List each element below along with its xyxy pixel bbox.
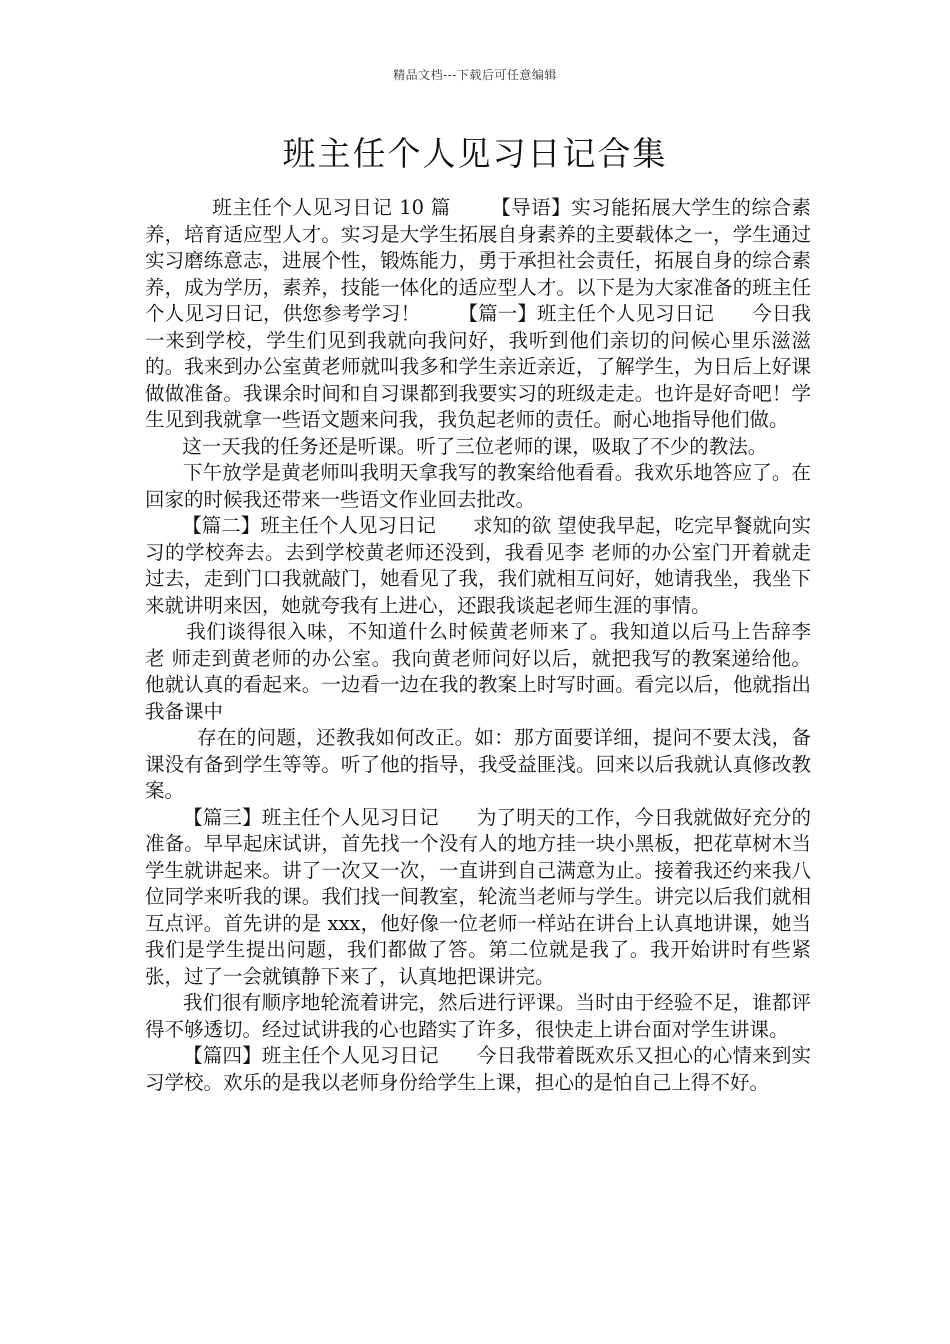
paragraph: 下午放学是黄老师叫我明天拿我写的教案给他看看。我欢乐地答应了。在回家的时候我还带来一些语文作业回去批改。 [145, 461, 811, 511]
document-body [145, 195, 818, 1096]
paragraph-part-three: 【篇三】班主任个人见习日记 为了明天的工作，今日我就做好充分的准备。早早起床试讲，首先找一个没有人的地方挂一块小黑板，把花草树木当学生就讲起来。讲了一次又一次，一直讲到自己满意为止。接着我还约来我八位同学来听我的课。我们找一间教室，轮流当老师与学生。讲完以后我们就相互点评。首先讲的是 xxx，他好像一位老师一样站在讲台上认真地讲课，她当我们是学生提出问题，我们都做了答。第二位就是我了。我开始讲时有些紧张，过了一会就镇静下来了，认真地把课讲完。 [145, 805, 811, 988]
header-note: 精品文档---下载后可任意编辑 [393, 68, 557, 82]
paragraph: 存在的问题，还教我如何改正。如：那方面要详细，提问不要太浅，备课没有备到学生等等。听了他的指导，我受益匪浅。回来以后我就认真修改教案。 [145, 726, 811, 802]
paragraph: 我们谈得很入味，不知道什么时候黄老师来了。我知道以后马上告辞李 老 师走到黄老师的办公室。我向黄老师问好以后，就把我写的教案递给他。他就认真的看起来。一边看一边在我的教案上时写时画。看完以后，他就指出我备课中 [145, 620, 818, 723]
paragraph-part-two: 【篇二】班主任个人见习日记 求知的欲 望使我早起，吃完早餐就向实习的学校奔去。去到学校黄老师还没到，我看见李 老师的办公室门开着就走过去，走到门口我就敲门，她看见了我，我们就相互问好，她请我坐，我坐下来就讲明来因，她就夸我有上进心，还跟我谈起老师生涯的事情。 [145, 514, 811, 617]
paragraph: 这一天我的任务还是听课。听了三位老师的课，吸取了不少的教法。 [145, 434, 768, 458]
paragraph-part-four: 【篇四】班主任个人见习日记 今日我带着既欢乐又担心的心情来到实习学校。欢乐的是我以老师身份给学生上课，担心的是怕自己上得不好。 [145, 1044, 811, 1094]
paragraph-intro-and-part-one: 班主任个人见习日记 10 篇 【导语】实习能拓展大学生的综合素养，培育适应型人才。实习是大学生拓展自身素养的主要载体之一，学生通过实习磨练意志，进展个性，锻炼能力，勇于承担社会责任，拓展自身的综合素养，成为学历，素养，技能一体化的适应型人才。以下是为大家准备的班主任个人见习日记，供您参考学习！ 【篇一】班主任个人见习日记 今日我一来到学校，学生们见到我就向我问好，我听到他们亲切的问候心里乐滋滋的。我来到办公室黄老师就叫我多和学生亲近亲近，了解学生，为日后上好课做做准备。我课余时间和自习课都到我要实习的班级走走。也许是好奇吧！学生见到我就拿一些语文题来问我，我负起老师的责任。耐心地指导他们做。 [145, 196, 811, 431]
paragraph: 我们很有顺序地轮流着讲完，然后进行评课。当时由于经验不足，谁都评得不够透切。经过试讲我的心也踏实了许多，很快走上讲台面对学生讲课。 [145, 991, 811, 1041]
document-title: 班主任个人见习日记合集 [282, 134, 668, 173]
